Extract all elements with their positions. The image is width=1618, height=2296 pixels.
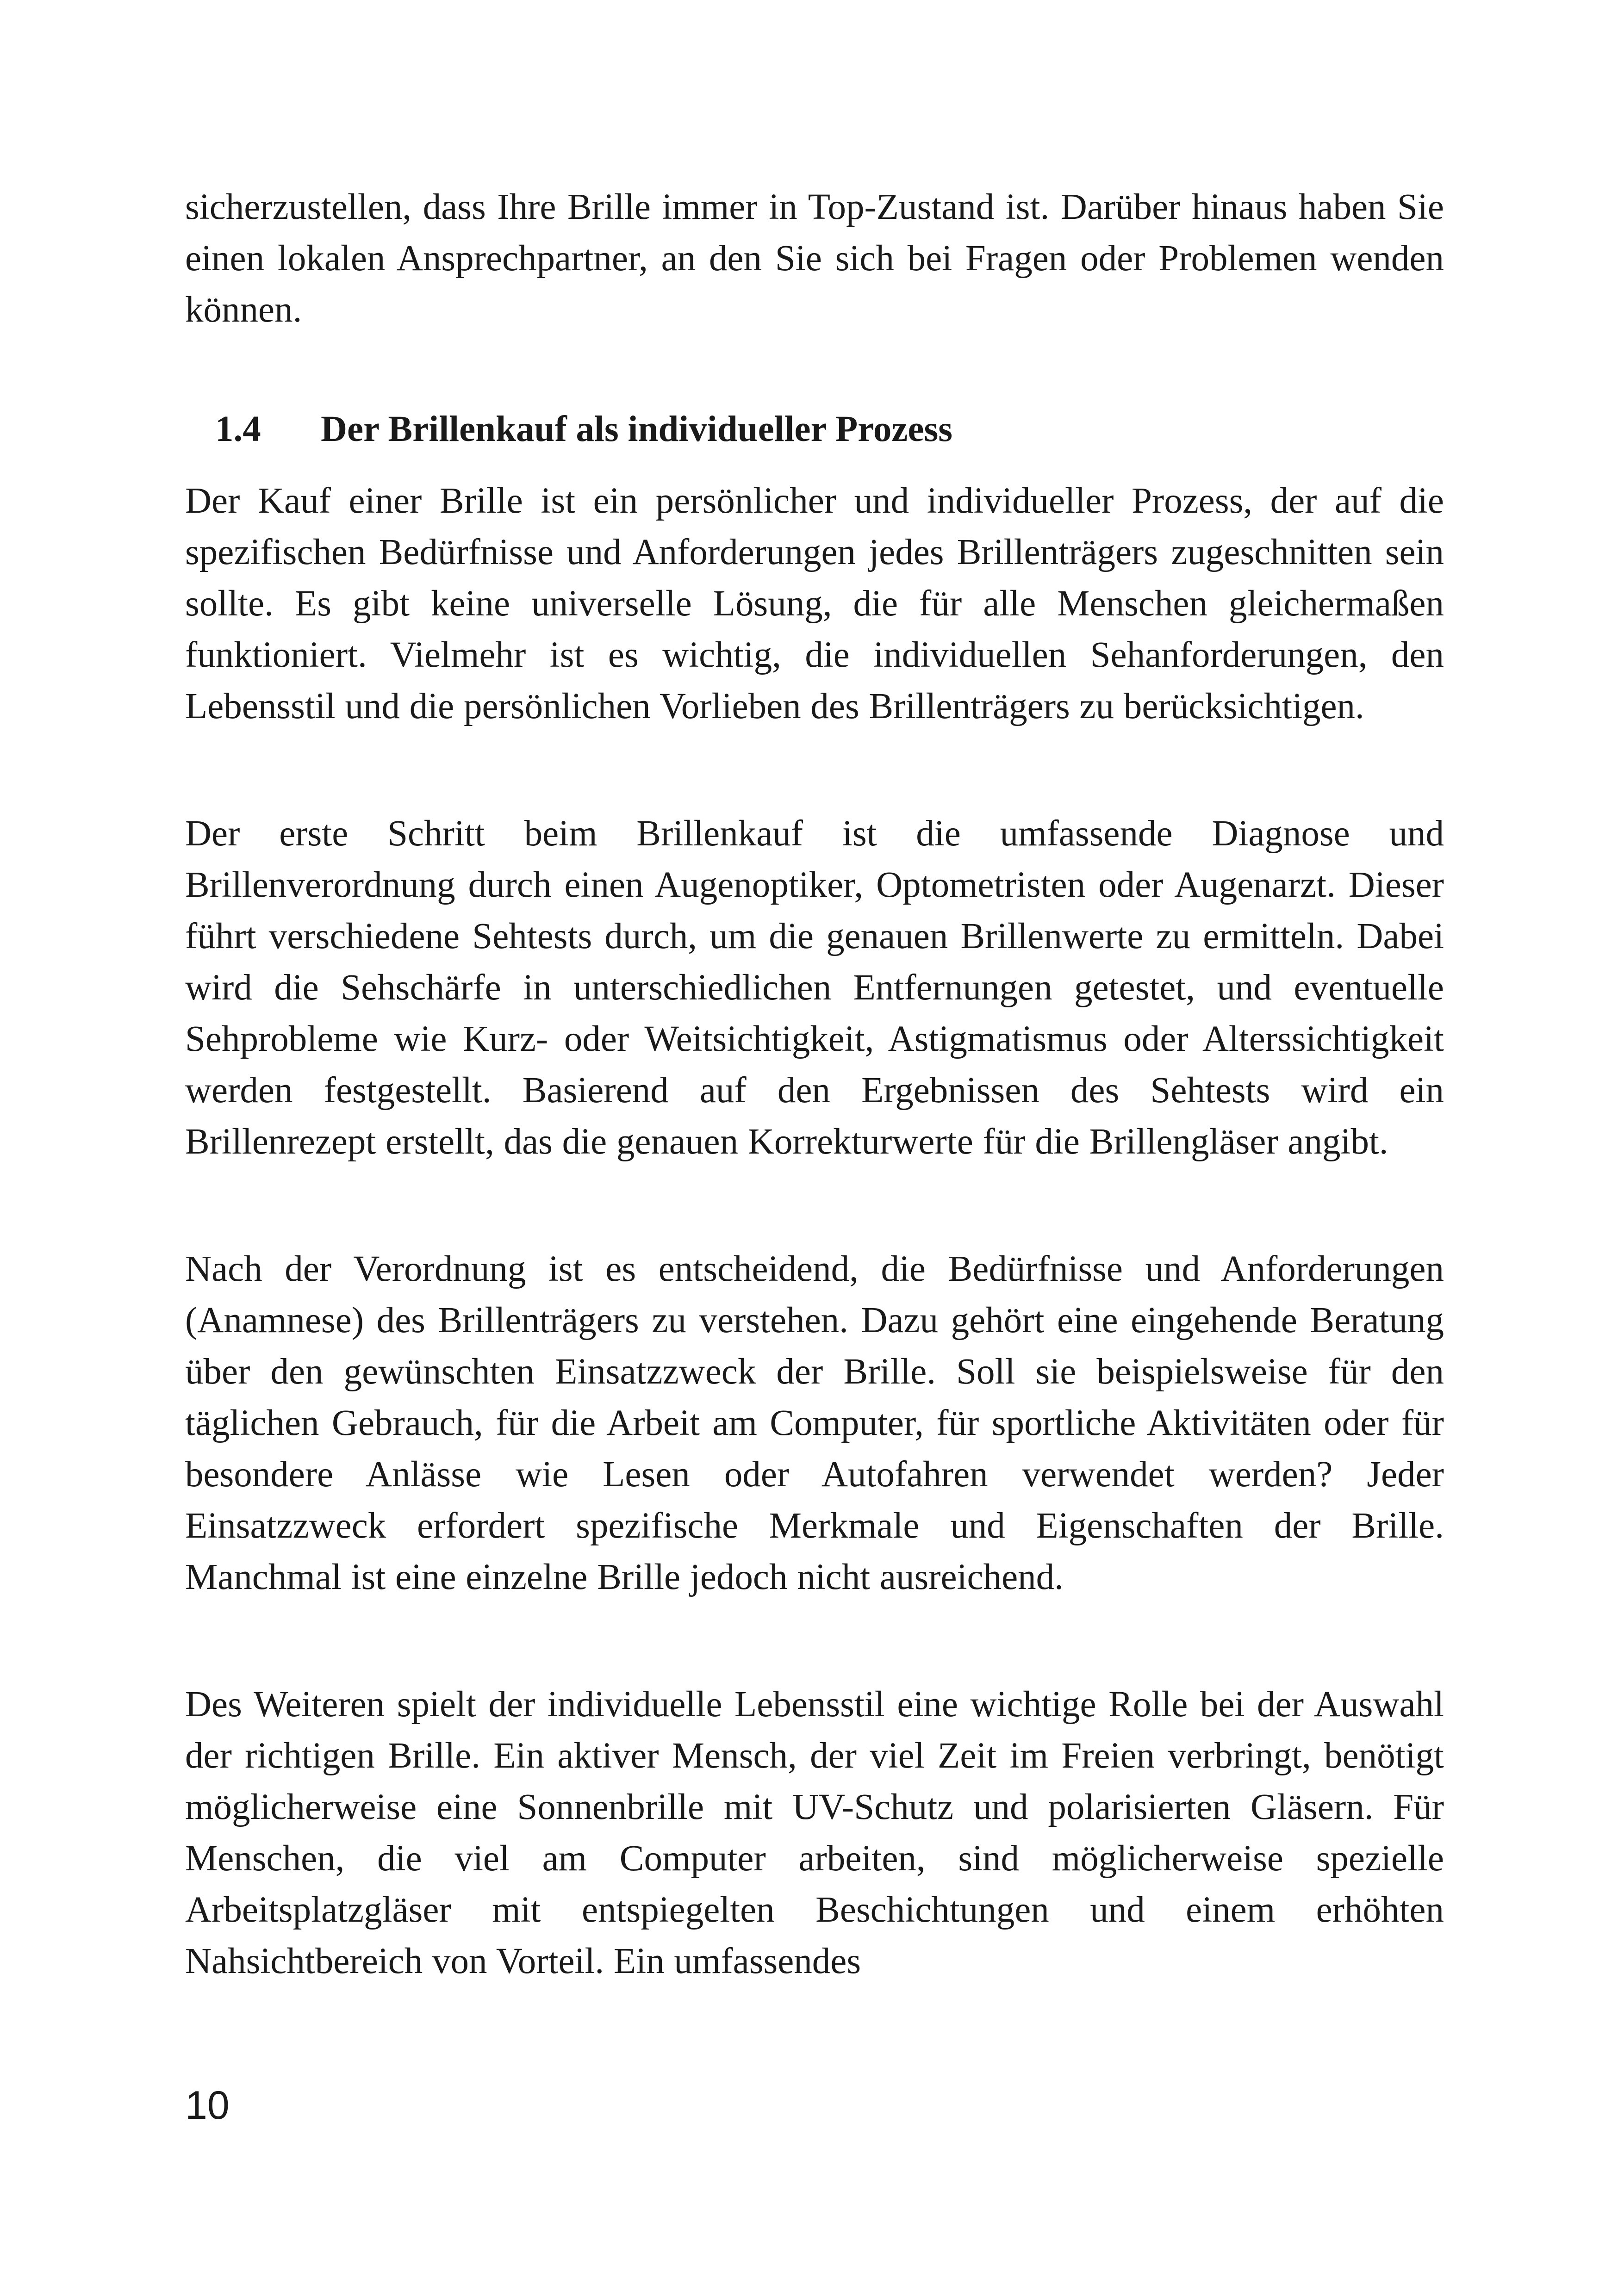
section-number: 1.4: [215, 409, 261, 449]
body-paragraph: Der erste Schritt beim Brillenkauf ist die umfassende Diagnose und Brillenverordnung durch einen Augenoptiker, Optometristen oder Augenarzt. Dieser führt verschiedene Sehtests durch, um die genauen Brillenwerte zu ermitteln. Dabei wird die Sehschärfe in unterschiedlichen Entfernungen getestet, und eventuelle Sehprobleme wie Kurz- oder Weitsichtigkeit, Astigmatismus oder Alterssichtigkeit werden festgestellt. Basierend auf den Ergebnissen des Sehtests wird ein Brillenrezept erstellt, das die genauen Korrekturwerte für die Brillengläser angibt.: [185, 813, 1444, 1162]
body-paragraph: Der Kauf einer Brille ist ein persönlicher und individueller Prozess, der auf die spezifischen Bedürfnisse und Anforderungen jedes Brillenträgers zugeschnitten sein sollte. Es gibt keine universelle Lösung, die für alle Menschen gleichermaßen funktioniert. Vielmehr ist es wichtig, die individuellen Sehanforderungen, den Lebensstil und die persönlichen Vorlieben des Brillenträgers zu berücksichtigen.: [185, 481, 1444, 726]
body-paragraph: Des Weiteren spielt der individuelle Lebensstil eine wichtige Rolle bei der Auswahl der richtigen Brille. Ein aktiver Mensch, der viel Zeit im Freien verbringt, benötigt möglicherweise eine Sonnenbrille mit UV-Schutz und polarisierten Gläsern. Für Menschen, die viel am Computer arbeiten, sind möglicherweise spezielle Arbeitsplatzgläser mit entspiegelten Beschichtungen und einem erhöhten Nahsichtbereich von Vorteil. Ein umfassendes: [185, 1684, 1444, 1981]
section-heading: [215, 403, 1442, 455]
section-title: Der Brillenkauf als individueller Prozess: [321, 409, 952, 449]
page-number: 10: [185, 2083, 230, 2128]
body-paragraph: Nach der Verordnung ist es entscheidend, die Bedürfnisse und Anforderungen (Anamnese) des Brillenträgers zu verstehen. Dazu gehört eine eingehende Beratung über den gewünschten Einsatzzweck der Brille. Soll sie beispielsweise für den täglichen Gebrauch, für die Arbeit am Computer, für sportliche Aktivitäten oder für besondere Anlässe wie Lesen oder Autofahren verwendet werden? Jeder Einsatzzweck erfordert spezifische Merkmale und Eigenschaften der Brille. Manchmal ist eine einzelne Brille jedoch nicht ausreichend.: [185, 1249, 1444, 1597]
intro-paragraph: sicherzustellen, dass Ihre Brille immer in Top-Zustand ist. Darüber hinaus haben Sie einen lokalen Ansprechpartner, an den Sie sich bei Fragen oder Problemen wenden können.: [185, 187, 1444, 330]
